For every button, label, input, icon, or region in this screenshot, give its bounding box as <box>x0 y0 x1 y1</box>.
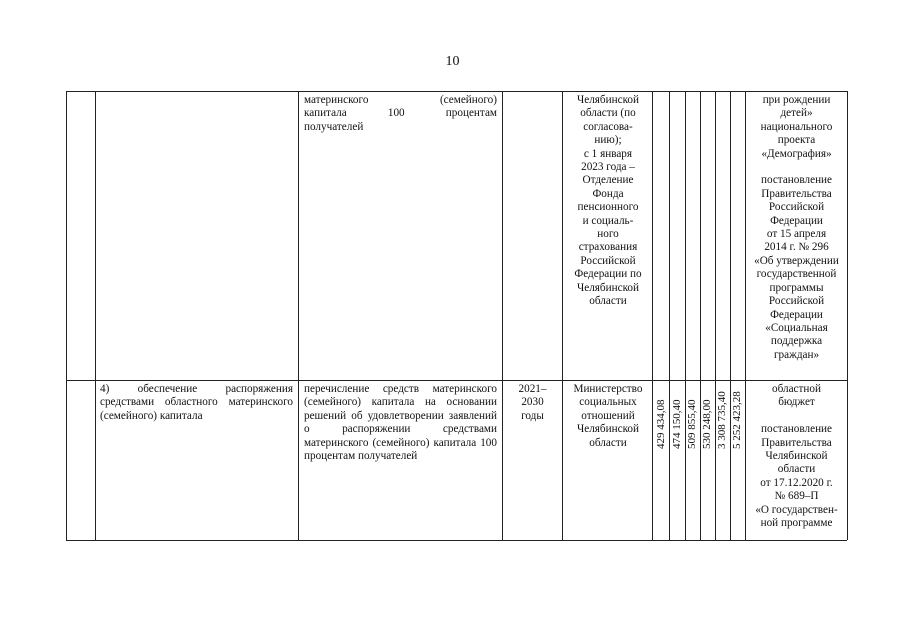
desc-line-justified: капитала 100 процентам <box>304 107 497 120</box>
source-line: постановление <box>760 174 833 187</box>
row2-period <box>503 383 562 423</box>
executor-line: Челябинской <box>576 281 640 294</box>
source-line: 2014 г. № 296 <box>764 241 829 254</box>
page-number: 10 <box>445 54 460 69</box>
source-line: детей» <box>780 107 813 120</box>
source-line: проекта <box>777 134 816 147</box>
source-line: ной программе <box>760 517 833 530</box>
col-border <box>685 91 686 540</box>
source-line: Правительства <box>761 436 832 449</box>
col-border <box>715 91 716 540</box>
source-line <box>746 410 847 423</box>
amount-2022: 474 150,40 <box>671 399 683 449</box>
col-border <box>652 91 653 540</box>
col-border <box>847 91 848 540</box>
executor-line: Министерство <box>573 383 643 395</box>
executor-line: Челябинской <box>576 423 640 436</box>
col-border <box>700 91 701 540</box>
executor-line: 2023 года – <box>581 161 635 174</box>
table-bottom-border <box>66 540 847 541</box>
source-line: «Об утверждении <box>754 254 839 267</box>
amount-2023: 509 855,40 <box>686 399 698 449</box>
source-line: «Демография» <box>761 147 832 160</box>
executor-line: области <box>589 436 627 449</box>
amount-total: 5 252 423,28 <box>731 391 743 449</box>
col-border <box>66 91 67 540</box>
executor-line: и социаль- <box>582 214 634 227</box>
desc-line: получателей <box>304 120 364 133</box>
source-line: национального <box>760 120 833 133</box>
executor-line: страхования <box>578 241 638 254</box>
executor-line: нию); <box>594 134 622 147</box>
source-line: при рождении <box>762 94 831 106</box>
executor-line: с 1 января <box>583 147 633 160</box>
source-line: «О государствен- <box>755 503 838 516</box>
row2-funding-source <box>746 383 847 530</box>
executor-line: Федерации по <box>574 268 642 281</box>
col-border <box>95 91 96 540</box>
row2-measure-description: перечисление средств материнского (семейного) капитала на основании решений об удовлетворении заявлений о распоряжении средствами материнского (семейного) капитала 100 процентам получателей <box>304 383 497 463</box>
col-border <box>502 91 503 540</box>
source-line: Федерации <box>770 214 823 227</box>
executor-line: согласова- <box>583 120 633 133</box>
source-line: граждан» <box>773 348 820 361</box>
executor-line: области (по <box>580 107 636 120</box>
source-line: Челябинской <box>765 450 828 463</box>
period-line: 2021– <box>518 383 547 395</box>
col-border <box>298 91 299 540</box>
source-line: областной <box>772 383 821 395</box>
executor-line: Челябинской <box>576 94 640 106</box>
source-line: программы <box>769 281 824 294</box>
period-line: годы <box>521 409 544 422</box>
desc-line-justified: материнского (семейного) <box>304 94 497 106</box>
amount-2025-2030: 3 308 735,40 <box>716 391 728 449</box>
amount-2021: 429 434,08 <box>655 399 667 449</box>
row1-executor <box>564 94 652 309</box>
period-line: 2030 <box>521 396 544 409</box>
source-line: от 15 апреля <box>766 228 827 241</box>
source-line: № 689–П <box>774 490 819 503</box>
amount-2024: 530 248,00 <box>701 399 713 449</box>
source-line: Российской <box>768 201 825 214</box>
executor-line: ного <box>597 228 619 241</box>
row2-measure-title: 4) обеспечение распоряжения средствами областного материнского (семейного) капитала <box>100 383 293 422</box>
source-line: государственной <box>756 268 837 281</box>
executor-line: пенсионного <box>577 201 639 214</box>
executor-line: социальных <box>579 396 637 409</box>
source-line: Федерации <box>770 308 823 321</box>
col-border <box>669 91 670 540</box>
source-line: постановление <box>760 423 833 436</box>
executor-line: области <box>589 295 627 308</box>
col-border <box>730 91 731 540</box>
row1-measure-description <box>304 94 497 134</box>
executor-line: Отделение <box>582 174 634 187</box>
row2-executor <box>564 383 652 450</box>
source-line: Российской <box>768 295 825 308</box>
source-line: области <box>777 463 816 476</box>
row1-funding-source <box>746 94 847 362</box>
source-line: «Социальная <box>765 321 828 334</box>
source-line: поддержка <box>770 335 823 348</box>
source-line: бюджет <box>778 396 815 409</box>
executor-line: отношений <box>581 409 635 422</box>
source-line: от 17.12.2020 г. <box>760 476 833 489</box>
col-border <box>562 91 563 540</box>
source-line <box>746 161 847 174</box>
source-line: Правительства <box>761 187 832 200</box>
executor-line: Российской <box>580 254 636 267</box>
executor-line: Фонда <box>592 187 624 200</box>
